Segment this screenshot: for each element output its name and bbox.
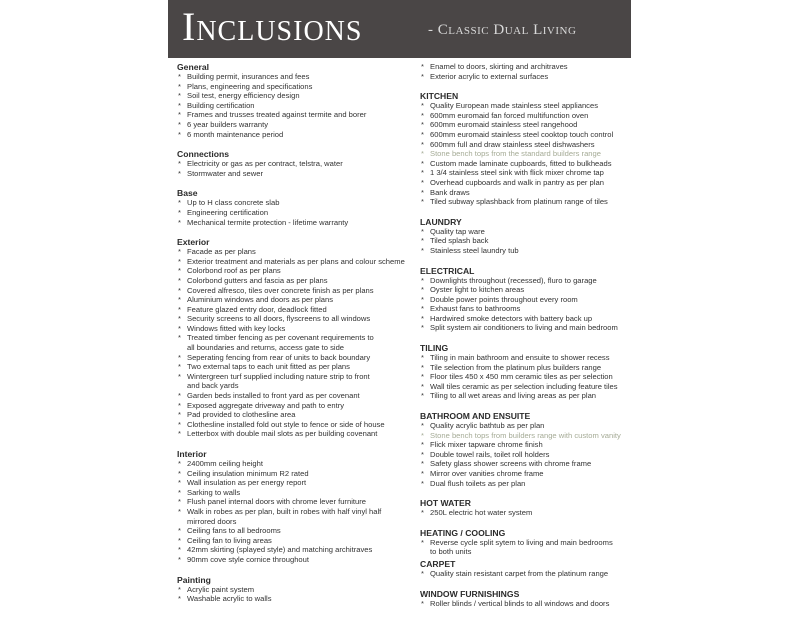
list-item: * Building certification xyxy=(177,101,413,111)
list-item: * Frames and trusses treated against termite and borer xyxy=(177,110,413,120)
list-item: * Tiled subway splashback from platinum range of tiles xyxy=(420,197,630,207)
item-list xyxy=(177,72,413,139)
list-item: * Plans, engineering and specifications xyxy=(177,82,413,92)
list-item: all boundaries and returns, access gate to side xyxy=(187,343,345,353)
list-item: * Custom made laminate cupboards, fitted to bulkheads xyxy=(420,159,630,169)
section-title: WINDOW FURNISHINGS xyxy=(420,588,520,599)
page-subtitle: - Classic Dual Living xyxy=(428,22,577,38)
list-item: * Overhead cupboards and walk in pantry as per plan xyxy=(420,178,630,188)
list-item: * Quality stain resistant carpet from the platinum range xyxy=(420,569,630,579)
list-item: * Safety glass shower screens with chrome frame xyxy=(420,459,630,469)
list-item: * 1 3/4 stainless steel sink with flick mixer chrome tap xyxy=(420,168,630,178)
list-item: * Downlights throughout (recessed), fluro to garage xyxy=(420,276,630,286)
list-item: * Quality European made stainless steel appliances xyxy=(420,101,630,111)
list-item: * Exterior treatment and materials as per plans and colour scheme xyxy=(177,257,413,267)
list-item: * Flick mixer tapware chrome finish xyxy=(420,440,630,450)
list-item: * 600mm euromaid fan forced multifunction oven xyxy=(420,111,630,121)
list-item: * Roller blinds / vertical blinds to all windows and doors xyxy=(420,599,630,609)
section-connections xyxy=(177,149,413,178)
list-item: * 600mm euromaid stainless steel cooktop touch control xyxy=(420,130,630,140)
right-column xyxy=(420,62,630,618)
list-item: * Mechanical termite protection - lifetime warranty xyxy=(177,218,413,228)
section-title: BATHROOM AND ENSUITE xyxy=(420,411,531,422)
list-item: * 6 year builders warranty xyxy=(177,120,413,130)
list-item: * Feature glazed entry door, deadlock fitted xyxy=(177,305,413,315)
list-item: * Stone bench tops from the standard builders range xyxy=(420,149,630,159)
section-carpet xyxy=(420,559,630,579)
list-item: * Exposed aggregate driveway and path to entry xyxy=(177,401,413,411)
section-title: TILING xyxy=(420,343,449,354)
section-laundry xyxy=(420,217,630,256)
section-title: HEATING / COOLING xyxy=(420,527,506,538)
list-item: * Wintergreen turf supplied including nature strip to front xyxy=(177,372,413,382)
list-item: * Hardwired smoke detectors with battery back up xyxy=(420,314,630,324)
item-list xyxy=(420,227,630,256)
list-item: * Pad provided to clothesline area xyxy=(177,410,413,420)
list-item: * Exterior acrylic to external surfaces xyxy=(420,72,630,82)
list-item: * Ceiling fans to all bedrooms xyxy=(177,526,413,536)
list-item: mirrored doors xyxy=(187,516,237,526)
list-item: * Two external taps to each unit fitted as per plans xyxy=(177,362,413,372)
section-title: HOT WATER xyxy=(420,498,471,509)
left-column xyxy=(177,62,413,614)
section-title: CARPET xyxy=(420,558,456,569)
list-item: * Walk in robes as per plan, built in robes with half vinyl half xyxy=(177,507,413,517)
section-title: KITCHEN xyxy=(420,91,459,102)
list-item: * Ceiling insulation minimum R2 rated xyxy=(177,469,413,479)
list-item: * Exhaust fans to bathrooms xyxy=(420,304,630,314)
list-item: * Acrylic paint system xyxy=(177,585,413,595)
section-kitchen xyxy=(420,91,630,207)
section-title: Base xyxy=(177,188,198,199)
header-banner xyxy=(168,0,631,58)
section-title: ELECTRICAL xyxy=(420,265,475,276)
item-list xyxy=(420,508,630,518)
list-item: * Security screens to all doors, flyscreens to all windows xyxy=(177,314,413,324)
list-item: * Ceiling fan to living areas xyxy=(177,536,413,546)
list-item: * Stone bench tops from builders range with custom vanity xyxy=(420,431,630,441)
list-item: * Tiling to all wet areas and living areas as per plan xyxy=(420,391,630,401)
list-item: * Floor tiles 450 x 450 mm ceramic tiles as per selection xyxy=(420,372,630,382)
list-item: * Colorbond gutters and fascia as per plans xyxy=(177,276,413,286)
section-window-furnishings xyxy=(420,589,630,609)
section-heating-cooling xyxy=(420,528,630,557)
item-list xyxy=(420,276,630,334)
list-item: * Sarking to walls xyxy=(177,488,413,498)
item-list xyxy=(177,459,413,565)
list-item: * Clothesline installed fold out style to fence or side of house xyxy=(177,420,413,430)
list-item: * 90mm cove style cornice throughout xyxy=(177,555,413,565)
list-item: * Enamel to doors, skirting and architraves xyxy=(420,62,630,72)
list-item: * 600mm full and draw stainless steel dishwashers xyxy=(420,140,630,150)
list-item: * Bank draws xyxy=(420,188,630,198)
section-continued xyxy=(420,62,630,81)
list-item: * Covered alfresco, tiles over concrete finish as per plans xyxy=(177,286,413,296)
list-item: * 42mm skirting (splayed style) and matching architraves xyxy=(177,545,413,555)
section-hot-water xyxy=(420,498,630,518)
list-item: * Dual flush toilets as per plan xyxy=(420,479,630,489)
list-item: * Reverse cycle split sytem to living and main bedrooms xyxy=(420,538,630,548)
section-title: Exterior xyxy=(177,237,210,248)
list-item: * Wall insulation as per energy report xyxy=(177,478,413,488)
list-item: * Electricity or gas as per contract, telstra, water xyxy=(177,159,413,169)
list-item: * Quality tap ware xyxy=(420,227,630,237)
item-list xyxy=(177,159,413,178)
item-list xyxy=(420,599,630,609)
item-list xyxy=(177,247,413,439)
section-base xyxy=(177,188,413,227)
list-item: * Seperating fencing from rear of units to back boundary xyxy=(177,353,413,363)
list-item: * Soil test, energy efficiency design xyxy=(177,91,413,101)
list-item: * 2400mm ceiling height xyxy=(177,459,413,469)
page-title: Inclusions xyxy=(182,4,363,49)
item-list xyxy=(420,62,630,81)
section-title: LAUNDRY xyxy=(420,216,462,227)
list-item: * Double power points throughout every room xyxy=(420,295,630,305)
section-title: Painting xyxy=(177,574,211,585)
item-list xyxy=(420,421,630,488)
list-item: * Tiling in main bathroom and ensuite to shower recess xyxy=(420,353,630,363)
list-item: * Engineering certification xyxy=(177,208,413,218)
list-item: * Tiled splash back xyxy=(420,236,630,246)
list-item: * 6 month maintenance period xyxy=(177,130,413,140)
list-item: * 600mm euromaid stainless steel rangehood xyxy=(420,120,630,130)
inclusions-sheet xyxy=(168,0,631,608)
list-item: * Building permit, insurances and fees xyxy=(177,72,413,82)
list-item: * Flush panel internal doors with chrome lever furniture xyxy=(177,497,413,507)
list-item: * Colorbond roof as per plans xyxy=(177,266,413,276)
section-exterior xyxy=(177,237,413,439)
section-electrical xyxy=(420,266,630,334)
section-painting xyxy=(177,575,413,604)
list-item: * Facade as per plans xyxy=(177,247,413,257)
section-title: Interior xyxy=(177,449,207,459)
list-item: * Mirror over vanities chrome frame xyxy=(420,469,630,479)
section-bathroom-and-ensuite xyxy=(420,411,630,488)
list-item: * Oyster light to kitchen areas xyxy=(420,285,630,295)
list-item: * Washable acrylic to walls xyxy=(177,594,413,604)
list-item: to both units xyxy=(430,547,472,557)
list-item: * Windows fitted with key locks xyxy=(177,324,413,334)
list-item: * Double towel rails, toilet roll holders xyxy=(420,450,630,460)
section-title: Connections xyxy=(177,149,230,160)
section-general xyxy=(177,62,413,139)
list-item: * Stormwater and sewer xyxy=(177,169,413,179)
list-item: * Up to H class concrete slab xyxy=(177,198,413,208)
item-list xyxy=(420,101,630,207)
list-item: * Wall tiles ceramic as per selection including feature tiles xyxy=(420,382,630,392)
list-item: * Treated timber fencing as per covenant requirements to xyxy=(177,333,413,343)
item-list xyxy=(420,569,630,579)
item-list xyxy=(177,585,413,604)
list-item: * Split system air conditioners to living and main bedroom xyxy=(420,323,630,333)
list-item: and back yards xyxy=(187,381,239,391)
list-item: * 250L electric hot water system xyxy=(420,508,630,518)
list-item: * Garden beds installed to front yard as per covenant xyxy=(177,391,413,401)
list-item: * Aluminium windows and doors as per plans xyxy=(177,295,413,305)
list-item: * Letterbox with double mail slots as per building covenant xyxy=(177,429,413,439)
list-item: * Stainless steel laundry tub xyxy=(420,246,630,256)
section-title: General xyxy=(177,62,210,72)
item-list xyxy=(420,353,630,401)
list-item: * Quality acrylic bathtub as per plan xyxy=(420,421,630,431)
section-interior xyxy=(177,449,413,565)
item-list xyxy=(420,538,630,557)
section-tiling xyxy=(420,343,630,401)
list-item: * Tile selection from the platinum plus builders range xyxy=(420,363,630,373)
item-list xyxy=(177,198,413,227)
